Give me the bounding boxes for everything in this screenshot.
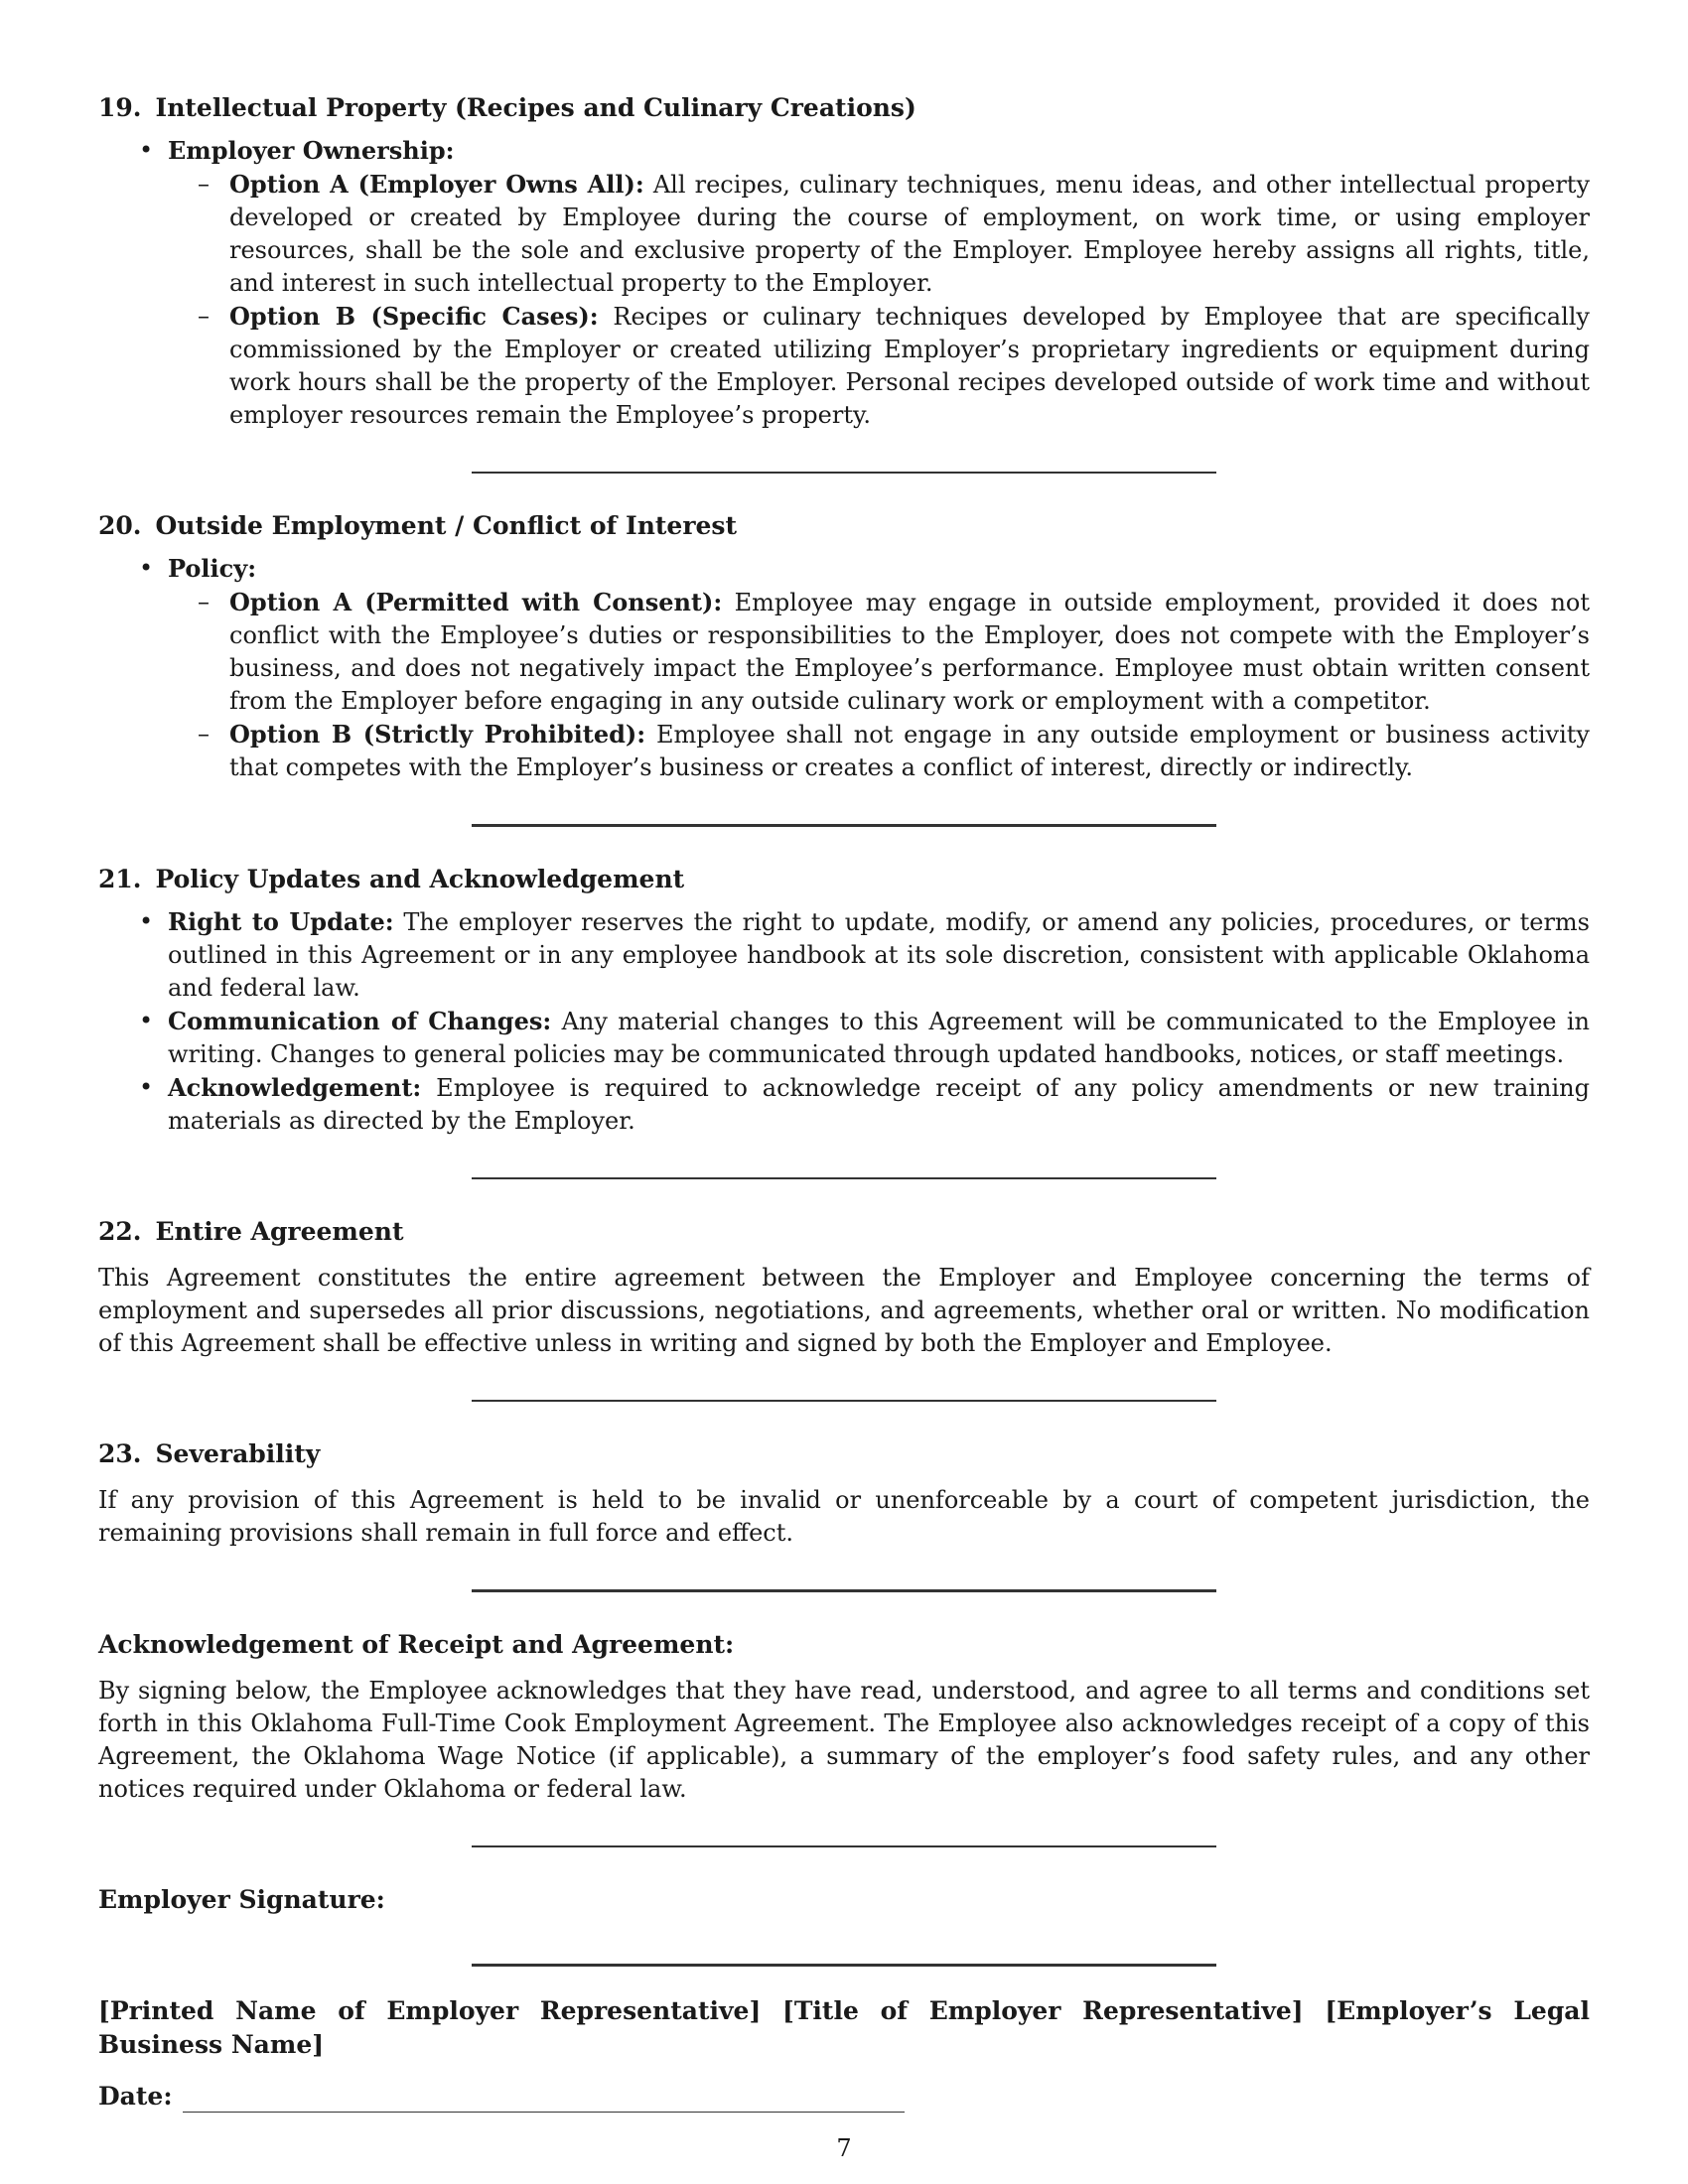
bullet-list [98, 134, 1590, 432]
section-text: This Agreement constitutes the entire agreement between the Employer and Employee concerning the terms of employment and supersedes all prior discussions, negotiations, and agreements, whether oral or written. No modification of this Agreement shall be effective unless in writing and signed by both the Employer and Employee. [98, 1264, 1590, 1357]
bullet-icon: • [139, 136, 154, 164]
option-item [168, 300, 1590, 432]
list-item [98, 1071, 1590, 1138]
date-row [98, 2080, 1590, 2113]
list-item [98, 1005, 1590, 1071]
section-divider [472, 1845, 1216, 1847]
list-item [98, 134, 1590, 432]
section-22 [98, 1215, 1590, 1360]
section-heading: 23. Severability [98, 1439, 321, 1468]
bullet-label: Policy: [168, 554, 257, 583]
option-text: Employee may engage in outside employment, provided it does not conflict with the Employee’s duties or responsibilities to the Employer, does not compete with the Employer’s business, and does not negatively impact the Employee’s performance. Employee must obtain written consent from the Employer before engaging in any outside culinary work or employment with a competitor. [229, 589, 1590, 715]
option-list [168, 168, 1590, 432]
option-item [168, 168, 1590, 300]
date-input-line[interactable] [183, 2088, 905, 2113]
item-label: Communication of Changes: [168, 1007, 552, 1035]
section-19 [98, 91, 1590, 432]
date-label: Date: [98, 2082, 173, 2111]
acknowledgement-text: By signing below, the Employee acknowledges that they have read, understood, and agree to all terms and conditions set forth in this Oklahoma Full-Time Cook Employment Agreement. The Employee also acknowledges receipt of a copy of this Agreement, the Oklahoma Wage Notice (if applicable), a summary of the employer’s food safety rules, and any other notices required under Oklahoma or federal law. [98, 1677, 1590, 1803]
list-item [98, 905, 1590, 1005]
page-number: 7 [836, 2134, 852, 2162]
section-divider [472, 472, 1216, 474]
option-list [168, 586, 1590, 784]
item-text: Any material changes to this Agreement will be communicated to the Employee in writing. Changes to general policies may be communicated through updated handbooks, notices, or staff meetings. [168, 1008, 1590, 1068]
section-heading: 20. Outside Employment / Conflict of Interest [98, 511, 738, 540]
option-item [168, 586, 1590, 718]
option-text: Recipes or culinary techniques developed by Employee that are specifically commissioned by the Employer or created utilizing Employer’s proprietary ingredients or equipment during work hours shall be the property of the Employer. Personal recipes developed outside of work time and without employer resources remain the Employee’s property. [229, 303, 1590, 429]
bullet-label: Employer Ownership: [168, 136, 455, 165]
option-text: All recipes, culinary techniques, menu ideas, and other intellectual property developed or created by Employee during the course of employment, on work time, or using employer resources, shall be the sole and exclusive property of the Employer. Employee hereby assigns all rights, title, and interest in such intellectual property to the Employer. [229, 171, 1590, 297]
dash-icon: – [198, 588, 210, 615]
section-21 [98, 863, 1590, 1138]
bullet-icon: • [139, 554, 154, 582]
bullet-list [98, 905, 1590, 1138]
item-label: Right to Update: [168, 907, 394, 936]
option-label: Option A (Employer Owns All): [229, 170, 644, 199]
option-item [168, 718, 1590, 784]
dash-icon: – [198, 720, 210, 748]
option-text: Employee shall not engage in any outside employment or business activity that competes with the Employer’s business or creates a conflict of interest, directly or indirectly. [229, 721, 1590, 781]
bullet-list [98, 552, 1590, 784]
section-text: If any provision of this Agreement is held to be invalid or unenforceable by a court of competent jurisdiction, the remaining provisions shall remain in full force and effect. [98, 1486, 1590, 1547]
acknowledgement-heading: Acknowledgement of Receipt and Agreement: [98, 1630, 735, 1659]
section-divider [472, 1177, 1216, 1179]
option-label: Option B (Specific Cases): [229, 302, 599, 331]
section-heading: 22. Entire Agreement [98, 1217, 404, 1246]
section-heading: 21. Policy Updates and Acknowledgement [98, 865, 685, 893]
item-text: Employee is required to acknowledge receipt of any policy amendments or new training materials as directed by the Employer. [168, 1074, 1590, 1135]
item-text: The employer reserves the right to update, modify, or amend any policies, procedures, or terms outlined in this Agreement or in any employee handbook at its sole discretion, consistent with applicable Oklahoma and federal law. [168, 908, 1590, 1002]
employer-details: [Printed Name of Employer Representative] [Title of Employer Representative] [Employer’s Legal Business Name] [98, 1996, 1590, 2059]
section-divider [472, 1589, 1216, 1592]
item-label: Acknowledgement: [168, 1073, 422, 1102]
section-23 [98, 1437, 1590, 1550]
employer-signature-label: Employer Signature: [98, 1885, 385, 1914]
bullet-icon: • [139, 1073, 154, 1101]
acknowledgement-section [98, 1628, 1590, 1806]
section-divider [472, 1400, 1216, 1402]
dash-icon: – [198, 170, 210, 198]
signature-line [472, 1964, 1216, 1967]
option-label: Option B (Strictly Prohibited): [229, 720, 646, 749]
list-item [98, 552, 1590, 784]
signature-block [98, 1883, 1590, 2113]
bullet-icon: • [139, 907, 154, 935]
section-20 [98, 509, 1590, 784]
section-divider [472, 824, 1216, 827]
option-label: Option A (Permitted with Consent): [229, 588, 723, 616]
dash-icon: – [198, 302, 210, 330]
bullet-icon: • [139, 1007, 154, 1034]
section-heading: 19. Intellectual Property (Recipes and Culinary Creations) [98, 93, 916, 122]
